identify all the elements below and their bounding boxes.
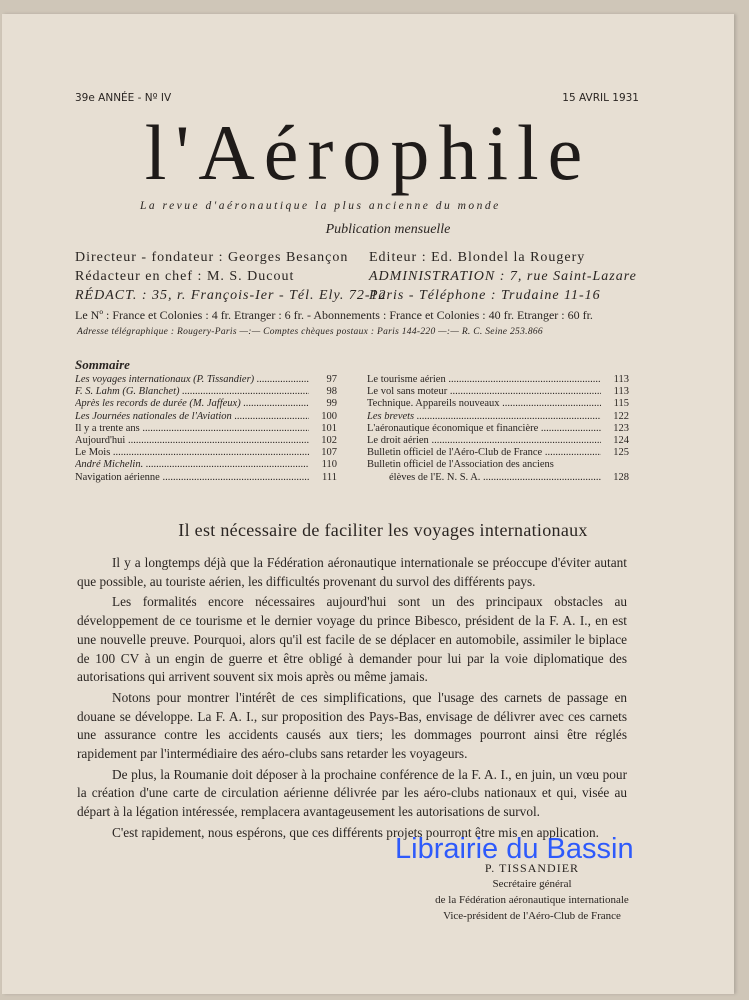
toc-label: Navigation aérienne ..... [75,472,309,484]
toc-entry [367,472,629,484]
toc-label: Technique. Appareils nouveaux ..... [367,398,601,410]
toc-entry [367,374,629,386]
administration: ADMINISTRATION : 7, rue Saint-Lazare [369,269,637,284]
toc-entry [75,447,337,459]
article-body [77,554,627,845]
toc-entry [75,459,337,471]
toc-page: 98 [309,386,337,398]
signature-line: de la Fédération aéronautique internationale [435,894,629,906]
issue-number: 39e ANNÉE - Nº IV [75,92,172,104]
toc-page: 122 [601,411,629,423]
toc-right [367,374,629,484]
publisher: Editeur : Ed. Blondel la Rougery [369,250,586,265]
toc-entry [75,435,337,447]
toc-label: Bulletin officiel de l'Aéro-Club de France ..... [367,447,601,459]
credits-right [369,248,637,305]
editorial-address: RÉDACT. : 35, r. François-Ier - Tél. Ely. 72-12 [75,288,387,303]
director: Directeur - fondateur : Georges Besançon [75,250,349,265]
toc-entry [367,398,629,410]
toc-page [601,459,629,471]
signature-line: Secrétaire général [492,878,572,890]
toc-entry [75,386,337,398]
toc-entry [75,374,337,386]
toc-page: 107 [309,447,337,459]
toc-page: 115 [601,398,629,410]
toc-entry [367,447,629,459]
toc-label: Le droit aérien ..... [367,435,601,447]
toc-label: Le tourisme aérien ..... [367,374,601,386]
signature-name: P. TISSANDIER [484,861,580,875]
toc-page: 128 [601,472,629,484]
paragraph: C'est rapidement, nous espérons, que ces différents projets pourront être mis en application. [112,824,599,840]
toc-page: 125 [601,447,629,459]
toc-label: Le Mois ..... [75,447,309,459]
toc-page: 102 [309,435,337,447]
paragraph: Notons pour montrer l'intérêt de ces simplifications, que l'usage des carnets de passage en douane se développe. La F. A. I., sur proposition des Pays-Bas, envisage de délivrer avec ces carnets une assurance contre les accidents causés aux tiers; les dommages pourront ainsi être réglés rapidement par l'intermédiaire des aéro-clubs sans retarder les voyageurs. [77,689,627,762]
paragraph: Il y a longtemps déjà que la Fédération aéronautique internationale se préoccupe d'éviter autant que possible, au touriste aérien, les difficultés provenant du survol des différents pays. [77,555,627,589]
toc-label: F. S. Lahm (G. Blanchet) ..... [75,386,309,398]
masthead-tagline: La revue d'aéronautique la plus ancienne du monde [140,200,501,212]
toc-page: 111 [309,472,337,484]
toc-label: L'aéronautique économique et financière ..... [367,423,601,435]
signature-line: Vice-président de l'Aéro-Club de France [443,910,621,922]
credits-left [75,248,387,305]
toc-label: Les Journées nationales de l'Aviation ..... [75,411,309,423]
telephone: Paris - Téléphone : Trudaine 11-16 [369,288,601,303]
prices: Le Nº : France et Colonies : 4 fr. Etranger : 6 fr. - Abonnements : France et Colonies : 40 fr. Etranger : 60 fr. [75,308,593,322]
toc-page: 110 [309,459,337,471]
toc-label: André Michelin. ..... [75,459,309,471]
signature [382,860,682,924]
sommaire-heading: Sommaire [75,357,130,372]
toc-page: 97 [309,374,337,386]
editor-in-chief: Rédacteur en chef : M. S. Ducout [75,269,295,284]
publication-frequency: Publication mensuelle [325,222,451,237]
toc-page: 113 [601,374,629,386]
toc-entry [75,411,337,423]
paragraph: De plus, la Roumanie doit déposer à la prochaine conférence de la F. A. I., en juin, un vœu pour la création d'une carte de circulation aérienne délivrée par les aéro-clubs nationaux et qui, visée au départ à la légation intéressée, remplacera avantageusement les autorisations de survol. [77,766,627,820]
toc-page: 113 [601,386,629,398]
toc-page: 99 [309,398,337,410]
toc-label: Les brevets ..... [367,411,601,423]
toc-page: 101 [309,423,337,435]
toc-page: 124 [601,435,629,447]
toc-left [75,374,337,484]
toc-label: Le vol sans moteur ..... [367,386,601,398]
toc-entry [367,459,629,471]
paragraph: Les formalités encore nécessaires aujourd'hui sont un des principaux obstacles au développement de ce tourisme et le dernier voyage du prince Bibesco, président de la F. A. I., en est une nouvelle preuve. Pourquoi, alors qu'il est facile de se déplacer en automobile, assimiler le biplace de 100 CV à un engin de guerre et être obligé à demander pour lui par la voie diplomatique des autorisations qui arrivent souvent six mois après ou même jamais. [77,594,627,685]
toc-label: Bulletin officiel de l'Association des anciens [367,459,554,471]
toc-entry [367,435,629,447]
masthead-title: l'Aérophile [144,109,592,196]
toc-page: 123 [601,423,629,435]
issue-date: 15 AVRIL 1931 [562,92,639,104]
toc-label: Aujourd'hui ..... [75,435,309,447]
toc-entry [75,423,337,435]
toc-label: Après les records de durée (M. Jaffeux) ..... [75,398,309,410]
toc-entry [367,386,629,398]
watermark: Librairie du Bassin [395,833,634,865]
toc-entry [75,472,337,484]
toc-entry [367,423,629,435]
toc-label: élèves de l'E. N. S. A. ..... [367,472,601,484]
toc-entry [75,398,337,410]
toc-label: Les voyages internationaux (P. Tissandier) ..... [75,374,309,386]
article-title: Il est nécessaire de faciliter les voyages internationaux [178,520,588,540]
addresses: Adresse télégraphique : Rougery-Paris —:— Comptes chèques postaux : Paris 144-220 —:— R. C. Seine 253.866 [77,327,543,337]
toc-page: 100 [309,411,337,423]
toc-label: Il y a trente ans ..... [75,423,309,435]
toc-entry [367,411,629,423]
